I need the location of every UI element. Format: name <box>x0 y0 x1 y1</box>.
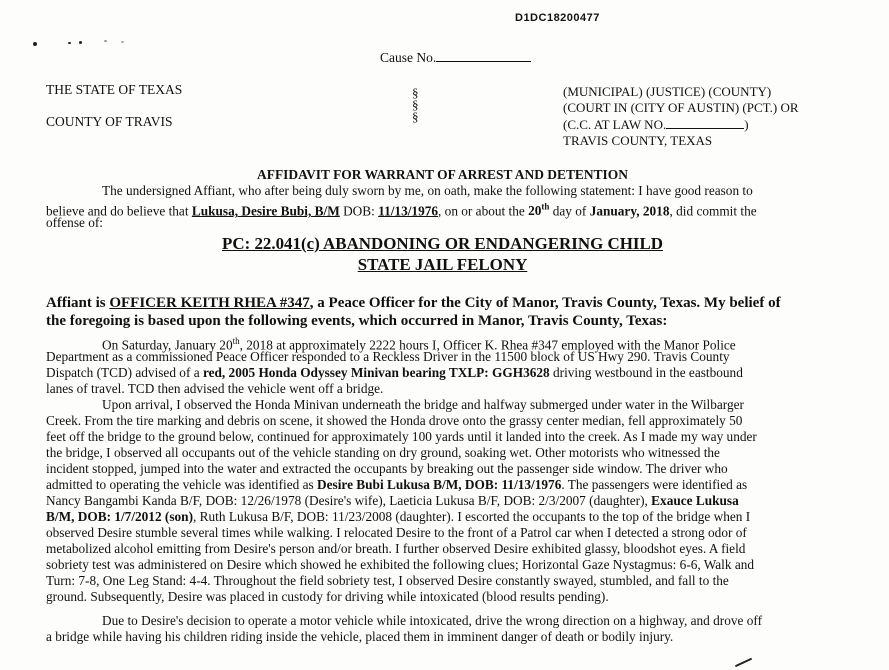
para-text: , 2018 at approximately 2222 hours I, Officer K. Rhea #347 employed with the Manor Police <box>239 337 736 353</box>
state-label: THE STATE OF TEXAS <box>46 82 183 97</box>
document-title: AFFIDAVIT FOR WARRANT OF ARREST AND DETENTION <box>257 167 628 182</box>
section-mark: § <box>412 85 419 100</box>
handwritten-mark <box>730 647 752 667</box>
intro-text: , did commit the <box>669 203 757 219</box>
suspect-dob: 11/13/1976 <box>378 203 439 219</box>
affiant-text: , a Peace Officer for the City of Manor, Travis County, Texas. My belief of <box>309 295 781 311</box>
suspect-name: Lukusa, Desire Bubi, B/M <box>191 203 340 219</box>
scan-mark <box>104 40 107 42</box>
court-line-end: ) <box>744 116 749 132</box>
court-line-start: (C.C. AT LAW NO. <box>563 116 667 132</box>
intro-text: , on or about the <box>438 203 529 219</box>
affiant-line-2: the foregoing is based upon the following events, which occurred in Manor, Travis County, Texas: <box>46 313 668 329</box>
para2-line-5: incident stopped, jumped into the water and extracted the occupants by breaking out the passenger side window. The driver who <box>46 461 728 476</box>
para2-line-1: Upon arrival, I observed the Honda Minivan underneath the bridge and halfway submerged under water in the Wilbarger <box>102 397 744 412</box>
intro-text: DOB: <box>339 203 379 219</box>
para2-line-10: metabolized alcohol emitting from Desire's person and/or breath. I further observed Desire exhibited glassy, bloodshot eyes. A field <box>46 541 746 556</box>
offense-day-suffix: th <box>541 202 550 212</box>
para3-line-1: Due to Desire's decision to operate a motor vehicle while intoxicated, drive the wrong direction on a highway, and drove off <box>102 613 763 628</box>
affiant-text: Affiant is <box>46 295 110 311</box>
cause-number <box>380 50 531 66</box>
county-label: COUNTY OF TRAVIS <box>46 114 173 129</box>
para1-line-4: lanes of travel. TCD then advised the vehicle went off a bridge. <box>46 381 384 396</box>
para-text: , Ruth Lukusa B/F, DOB: 11/23/2008 (daughter). I escorted the occupants to the top of the bridge when I <box>193 509 751 524</box>
para1-line-2: Department as a commissioned Peace Officer responded to a Reckless Driver in the 11500 block of US Hwy 290. Travis County <box>46 349 730 364</box>
offense-day: 20 <box>528 203 542 219</box>
para2-line-3: feet off the bridge to the ground below, continued for approximately 100 yards until it landed into the creek. As I made my way under <box>46 429 757 444</box>
section-mark: § <box>412 109 419 124</box>
scan-mark <box>68 42 71 44</box>
para-text: driving westbound in the eastbound <box>549 365 743 380</box>
scan-mark <box>79 41 82 44</box>
intro-line-2 <box>46 199 757 219</box>
intro-text: day of <box>549 203 590 219</box>
intro-line-1: The undersigned Affiant, who after being duly sworn by me, on oath, make the following statement: I have good reason to <box>102 183 753 198</box>
section-mark: § <box>412 97 419 112</box>
para2-line-6 <box>46 477 747 493</box>
para1-line-3 <box>46 365 743 381</box>
court-line <box>563 117 799 133</box>
child-dob: B/M, DOB: 1/7/2012 (son) <box>46 509 194 524</box>
court-line: (COURT IN (CITY OF AUSTIN) (PCT.) OR <box>563 100 799 116</box>
affiant-officer: OFFICER KEITH RHEA #347 <box>109 295 310 311</box>
para2-line-2: Creek. From the tire marking and debris on scene, it showed the Honda drove onto the grassy center median, fell approximately 50 <box>46 413 743 428</box>
cause-label: Cause No. <box>380 50 437 65</box>
cause-blank <box>436 50 531 62</box>
para2-line-9: observed Desire stumble several times while walking. I relocated Desire to the front of a Patrol car when I detected a strong odor of <box>46 525 747 540</box>
court-line: (MUNICIPAL) (JUSTICE) (COUNTY) <box>563 84 772 99</box>
document-id: D1DC18200477 <box>515 12 600 24</box>
scan-mark <box>33 42 37 46</box>
offense-month: January, 2018 <box>589 203 670 219</box>
para-text: . The passengers were identified as <box>561 477 748 492</box>
scan-mark <box>121 41 124 43</box>
para2-line-4: the bridge, I observed all occupants out of the vehicle standing on dry ground, soaking wet. Other motorists who witnessed the <box>46 445 720 460</box>
para2-line-8 <box>46 509 750 525</box>
para2-line-12: Turn: 7-8, One Leg Stand: 4-4. Throughout the field sobriety test, I observed Desire constantly swayed, stumbled, and fall to the <box>46 573 729 588</box>
offense-class: STATE JAIL FELONY <box>357 255 528 274</box>
child-name: Exauce Lukusa <box>651 493 739 508</box>
para-text: admitted to operating the vehicle was identified as <box>46 477 318 492</box>
court-line: TRAVIS COUNTY, TEXAS <box>563 132 713 148</box>
para3-line-2: a bridge while having his children riding inside the vehicle, placed them in imminent danger of death or bodily injury. <box>46 629 674 644</box>
para2-line-11: sobriety test was administered on Desire which showed he exhibited the following clues; Horizontal Gaze Nystagmus: 6-6, Walk and <box>46 557 755 572</box>
driver-identity: Desire Bubi Lukusa B/M, DOB: 11/13/1976 <box>317 477 562 492</box>
court-designation <box>563 84 799 149</box>
para-text: Dispatch (TCD) advised of a <box>46 365 203 380</box>
date-suffix: th <box>232 336 240 346</box>
para2-line-7 <box>46 493 739 509</box>
para-text: Nancy Bangambi Kanda B/F, DOB: 12/26/1978 (Desire's wife), Laeticia Lukusa B/F, DOB: 2/3/2007 (daughter), <box>46 493 652 508</box>
vehicle-description: red, 2005 Honda Odyssey Minivan bearing TXLP: GGH3628 <box>202 365 550 380</box>
offense-code: PC: 22.041(c) ABANDONING OR ENDANGERING CHILD <box>222 234 663 253</box>
para2-line-13: ground. Subsequently, Desire was placed in custody for driving while intoxicated (blood results pending). <box>46 589 609 604</box>
intro-line-3: offense of: <box>46 215 103 230</box>
court-blank <box>666 118 744 129</box>
intro-text: believe and do believe that <box>46 203 192 219</box>
para-text: On Saturday, January 20 <box>102 337 233 353</box>
affiant-line-1 <box>46 295 781 311</box>
